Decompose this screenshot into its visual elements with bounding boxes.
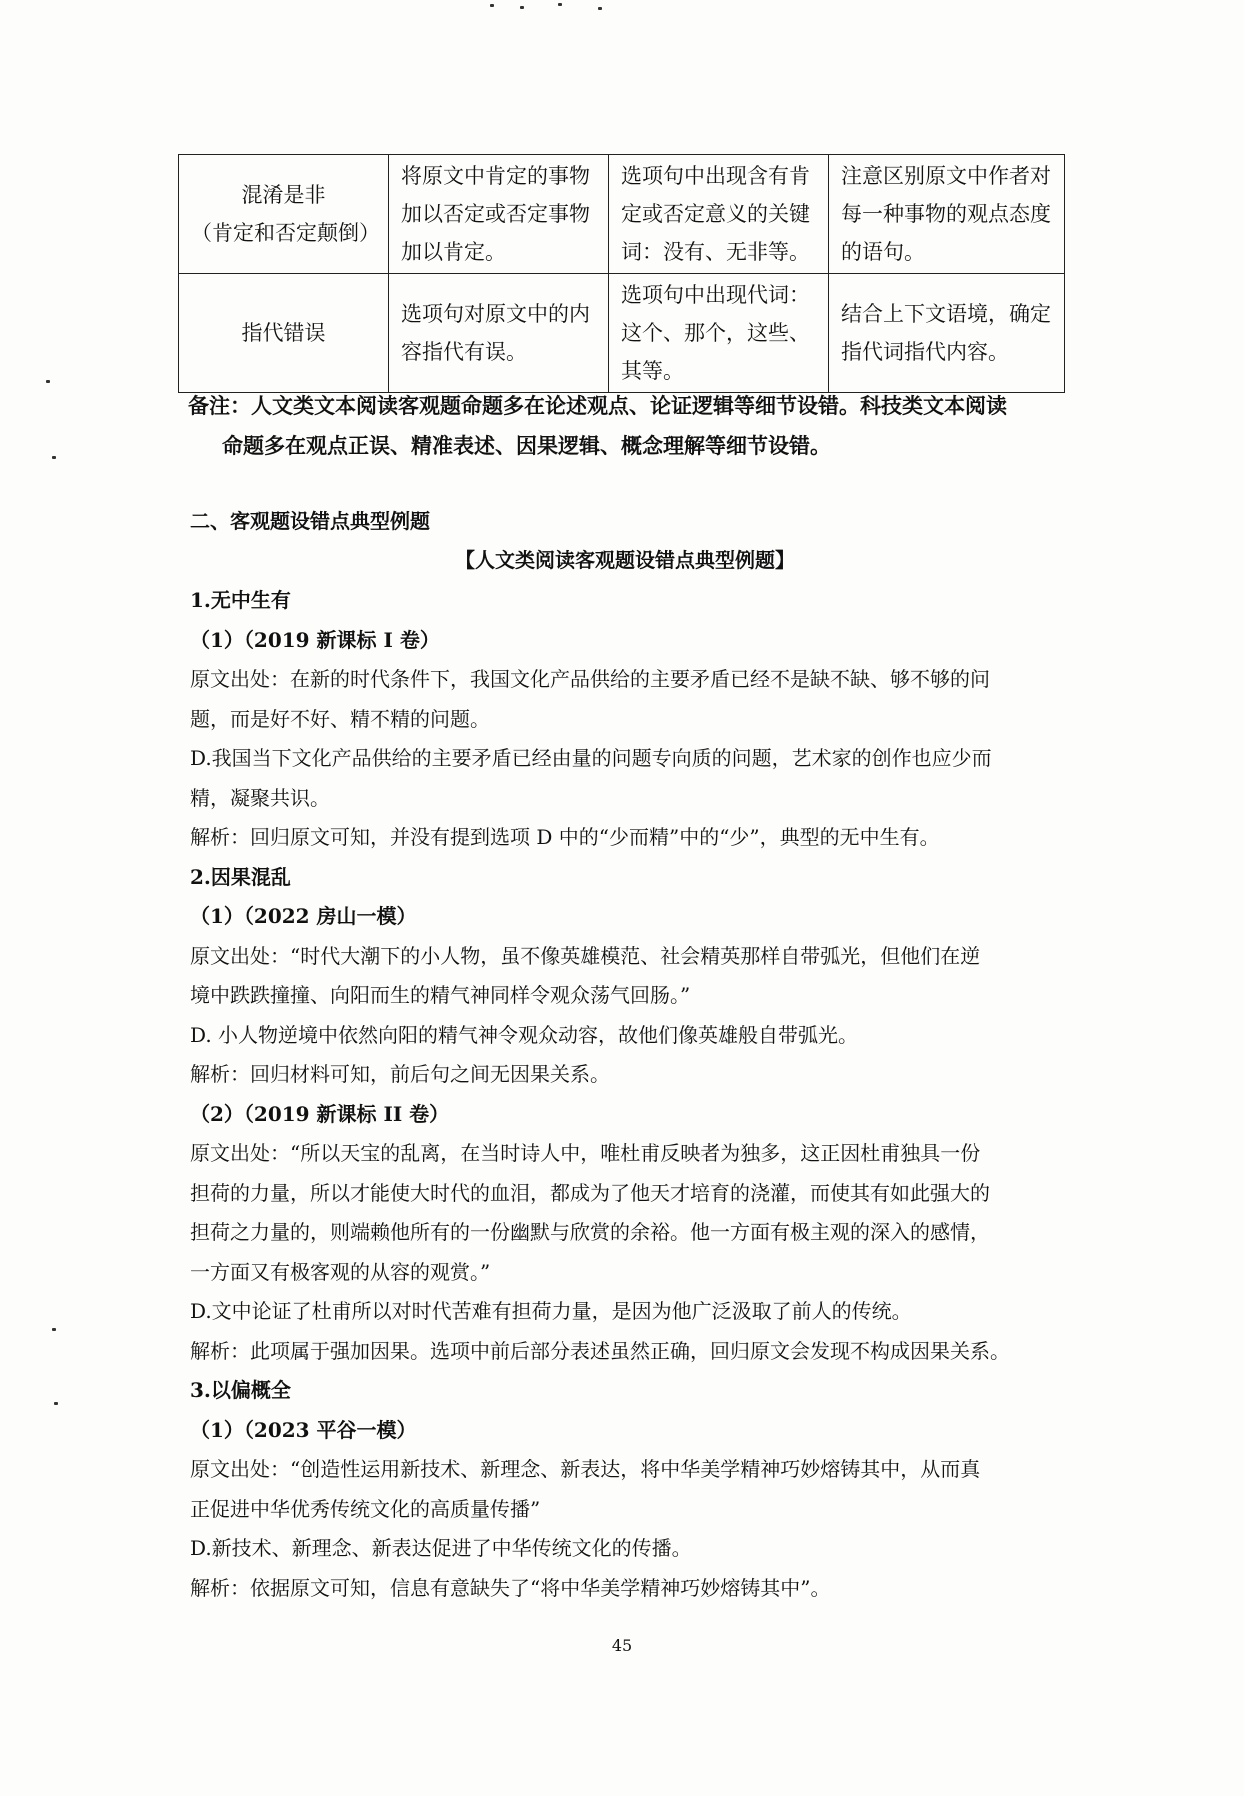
text-line: 正促进中华优秀传统文化的高质量传播” xyxy=(190,1496,541,1521)
scan-speckles xyxy=(480,0,640,14)
text-line: 境中跌跌撞撞、向阳而生的精气神同样令观众荡气回肠。” xyxy=(190,983,691,1007)
speckle xyxy=(54,1402,58,1405)
text-line: 题，而是好不好、精不精的问题。 xyxy=(190,706,490,731)
cell-text: 指代错误 xyxy=(241,321,326,345)
table-cell-desc: 将原文中肯定的事物加以否定或否定事物加以肯定。 xyxy=(389,155,609,274)
heading-line: （2）（2019 新课标 II 卷） xyxy=(190,1101,450,1126)
body-text xyxy=(190,581,1060,1608)
error-type-table xyxy=(178,154,1065,393)
speckle xyxy=(490,4,494,7)
section-title: 二、客观题设错点典型例题 xyxy=(190,509,430,533)
text-line: 解析：回归材料可知，前后句之间无因果关系。 xyxy=(190,1062,610,1086)
text-line: 原文出处：“创造性运用新技术、新理念、新表达，将中华美学精神巧妙熔铸其中，从而真 xyxy=(190,1457,981,1481)
speckle xyxy=(558,3,562,6)
speckle xyxy=(598,7,602,10)
cell-text: 混淆是非 xyxy=(241,183,326,207)
table-cell-method: 结合上下文语境，确定指代词指代内容。 xyxy=(829,274,1065,393)
table-cell-keyword: 选项句中出现含有肯定或否定意义的关键词：没有、无非等。 xyxy=(609,155,829,274)
table-row xyxy=(179,274,1065,393)
heading-line: 2.因果混乱 xyxy=(190,864,291,889)
heading-line: （1）（2019 新课标 I 卷） xyxy=(190,627,440,652)
table-cell-type xyxy=(179,274,389,393)
text-line: 原文出处：“所以天宝的乱离，在当时诗人中，唯杜甫反映者为独多，这正因杜甫独具一份 xyxy=(190,1141,981,1165)
text-line: D.文中论证了杜甫所以对时代苦难有担荷力量，是因为他广泛汲取了前人的传统。 xyxy=(190,1299,912,1323)
text-line: 原文出处：在新的时代条件下，我国文化产品供给的主要矛盾已经不是缺不缺、够不够的问 xyxy=(190,667,990,691)
heading-line: 1.无中生有 xyxy=(190,588,291,612)
note-block xyxy=(188,386,1058,466)
text-line: 一方面又有极客观的从容的观赏。” xyxy=(190,1259,491,1284)
heading-line: 3.以偏概全 xyxy=(190,1378,291,1402)
table-cell-desc: 选项句对原文中的内容指代有误。 xyxy=(389,274,609,393)
speckle xyxy=(520,6,524,9)
note-line: 备注：人文类文本阅读客观题命题多在论述观点、论证逻辑等细节设错。科技类文本阅读 xyxy=(188,393,1007,418)
text-line: D.新技术、新理念、新表达促进了中华传统文化的传播。 xyxy=(190,1536,692,1560)
table-row xyxy=(179,155,1065,274)
heading-line: （1）（2022 房山一模） xyxy=(190,904,417,928)
heading-line: （1）（2023 平谷一模） xyxy=(190,1417,417,1442)
table-cell-method: 注意区别原文中作者对每一种事物的观点态度的语句。 xyxy=(829,155,1065,274)
table-cell-type xyxy=(179,155,389,274)
text-line: 精，凝聚共识。 xyxy=(190,785,330,810)
cell-text: （肯定和否定颠倒） xyxy=(191,221,380,245)
text-line: 担荷之力量的，则端赖他所有的一份幽默与欣赏的余裕。他一方面有极主观的深入的感情， xyxy=(190,1220,990,1244)
speckle xyxy=(46,380,50,383)
note-line: 命题多在观点正误、精准表述、因果逻辑、概念理解等细节设错。 xyxy=(222,433,831,458)
text-line: D.我国当下文化产品供给的主要矛盾已经由量的问题专向质的问题，艺术家的创作也应少而 xyxy=(190,746,992,770)
text-line: 担荷的力量，所以才能使大时代的血泪，都成为了他天才培育的浇灌，而使其有如此强大的 xyxy=(190,1180,990,1205)
text-line: 解析：此项属于强加因果。选项中前后部分表述虽然正确，回归原文会发现不构成因果关系。 xyxy=(190,1338,1010,1363)
speckle xyxy=(52,1328,56,1331)
speckle xyxy=(52,456,56,459)
text-line: D. 小人物逆境中依然向阳的精气神令观众动容，故他们像英雄般自带弧光。 xyxy=(190,1022,859,1047)
text-line: 解析：回归原文可知，并没有提到选项 D 中的“少而精”中的“少”，典型的无中生有。 xyxy=(190,825,940,849)
table-cell-keyword: 选项句中出现代词：这个、那个，这些、其等。 xyxy=(609,274,829,393)
page-number: 45 xyxy=(611,1636,633,1655)
text-line: 解析：依据原文可知，信息有意缺失了“将中华美学精神巧妙熔铸其中”。 xyxy=(190,1575,831,1600)
text-line: 原文出处：“时代大潮下的小人物，虽不像英雄模范、社会精英那样自带弧光，但他们在逆 xyxy=(190,943,981,968)
subsection-title: 【人文类阅读客观题设错点典型例题】 xyxy=(455,548,795,572)
